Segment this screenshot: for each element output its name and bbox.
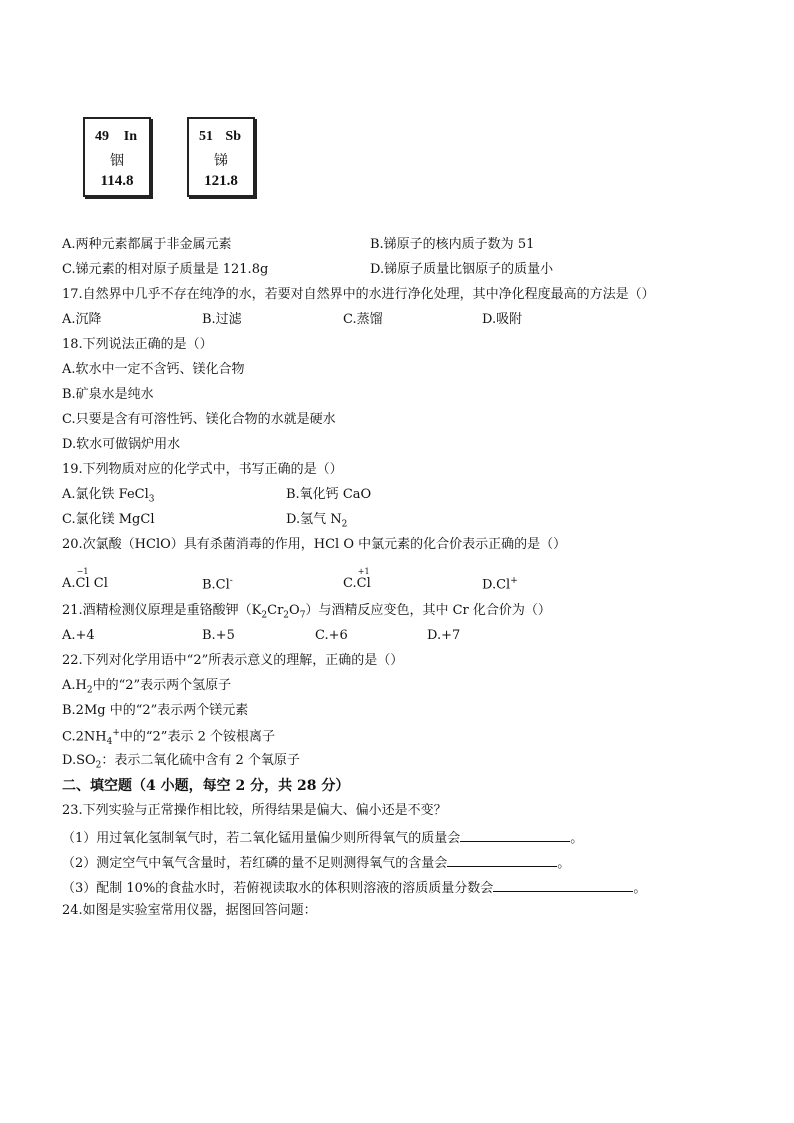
- q17-option-a: A.沉降: [62, 312, 102, 327]
- q24-stem: 24.如图是实验室常用仪器，据图回答问题：: [62, 903, 317, 918]
- q20-option-c: C. +1 Cl: [343, 567, 371, 591]
- q23-part-2: （2）测定空气中氧气含量时，若红磷的量不足则测得氧气的含量会 。: [62, 856, 571, 871]
- section-heading: 二、填空题（4 小题，每空 2 分，共 28 分）: [62, 778, 350, 794]
- q19-stem: 19.下列物质对应的化学式中，书写正确的是（）: [62, 462, 343, 477]
- q19-option-c: C.氯化镁 MgCl: [62, 512, 155, 527]
- q22-option-a: $A.H_2$中的“2”表示两个氢原子: [62, 678, 232, 696]
- atomic-mass: 114.8: [100, 173, 134, 189]
- q16-option-a: A.两种元素都属于非金属元素: [62, 237, 232, 252]
- q22-option-b: B.2Mg 中的“2”表示两个镁元素: [62, 703, 249, 718]
- q18-option-d: D.软水可做锅炉用水: [62, 437, 181, 452]
- q16-option-b: B.锑原子的核内质子数为 51: [370, 237, 535, 252]
- q21-stem: 21.酒精检测仪原理是重铬酸钾$(K_2Cr_2O_7)$与酒精反应变色，其中 Cr 化合价为（）: [62, 603, 551, 621]
- q22-option-c: $C.2NH_4^+$中的“2”表示 2 个铵根离子: [62, 728, 275, 747]
- q21-option-d: D.+7: [427, 628, 461, 643]
- q20-option-b: B.Cl-: [202, 576, 233, 593]
- q23-stem: 23.下列实验与正常操作相比较，所得结果是偏大、偏小还是不变？: [62, 803, 447, 818]
- q20-option-d: D.Cl+: [482, 576, 518, 593]
- element-symbol: Sb: [225, 129, 241, 144]
- q18-stem: 18.下列说法正确的是（）: [62, 337, 213, 352]
- q17-option-b: B.过滤: [202, 312, 242, 327]
- q20-stem: 20.次氯酸（HClO）具有杀菌消毒的作用，HCl O 中氯元素的化合价表示正确的是（）: [62, 537, 567, 552]
- q20-option-a: A. −1 Cl Cl: [62, 567, 108, 591]
- q18-option-c: C.只要是含有可溶性钙、镁化合物的水就是硬水: [62, 412, 336, 427]
- valence-mark: −1: [76, 567, 89, 576]
- q16-option-d: D.锑原子质量比铟原子的质量小: [370, 262, 554, 277]
- q17-stem: 17.自然界中几乎不存在纯净的水，若要对自然界中的水进行净化处理，其中净化程度最高的方法是（）: [62, 287, 655, 302]
- q23-part-1: （1）用过氧化氢制氧气时，若二氧化锰用量偏少则所得氧气的质量会 。: [62, 831, 584, 846]
- atomic-mass: 121.8: [204, 173, 238, 189]
- element-name: 锑: [214, 154, 228, 169]
- q18-option-a: A.软水中一定不含钙、镁化合物: [62, 362, 245, 377]
- q22-stem: 22.下列对化学用语中“2”所表示意义的理解，正确的是（）: [62, 653, 404, 668]
- answer-blank[interactable]: [493, 879, 633, 892]
- q23-part-3: （3）配制 10%的食盐水时，若俯视读取水的体积则溶液的溶质质量分数会 。: [62, 881, 647, 896]
- q19-option-a: A.氯化铁 FeCl$_3$: [62, 487, 155, 505]
- atomic-number: 49: [95, 129, 109, 144]
- valence-mark: +1: [357, 567, 370, 576]
- q17-option-d: D.吸附: [482, 312, 523, 327]
- q16-option-c: C.锑元素的相对原子质量是 121.8g: [62, 262, 269, 277]
- q21-option-b: B.+5: [202, 628, 235, 643]
- element-tile-indium: [83, 117, 151, 197]
- element-symbol: In: [123, 129, 137, 144]
- element-name: 铟: [110, 154, 124, 169]
- q19-option-d: D.氢气 $N_2$: [286, 512, 348, 530]
- q19-option-b: B.氧化钙 CaO: [286, 487, 372, 502]
- answer-blank[interactable]: [460, 829, 570, 842]
- element-tile-antimony: [187, 117, 255, 197]
- answer-blank[interactable]: [447, 854, 557, 867]
- q18-option-b: B.矿泉水是纯水: [62, 387, 154, 402]
- atomic-number: 51: [199, 129, 213, 144]
- q21-option-a: A.+4: [62, 628, 95, 643]
- q17-option-c: C.蒸馏: [343, 312, 383, 327]
- q21-option-c: C.+6: [315, 628, 348, 643]
- q22-option-d: $D.SO_2$：表示二氧化硫中含有 2 个氧原子: [62, 753, 300, 771]
